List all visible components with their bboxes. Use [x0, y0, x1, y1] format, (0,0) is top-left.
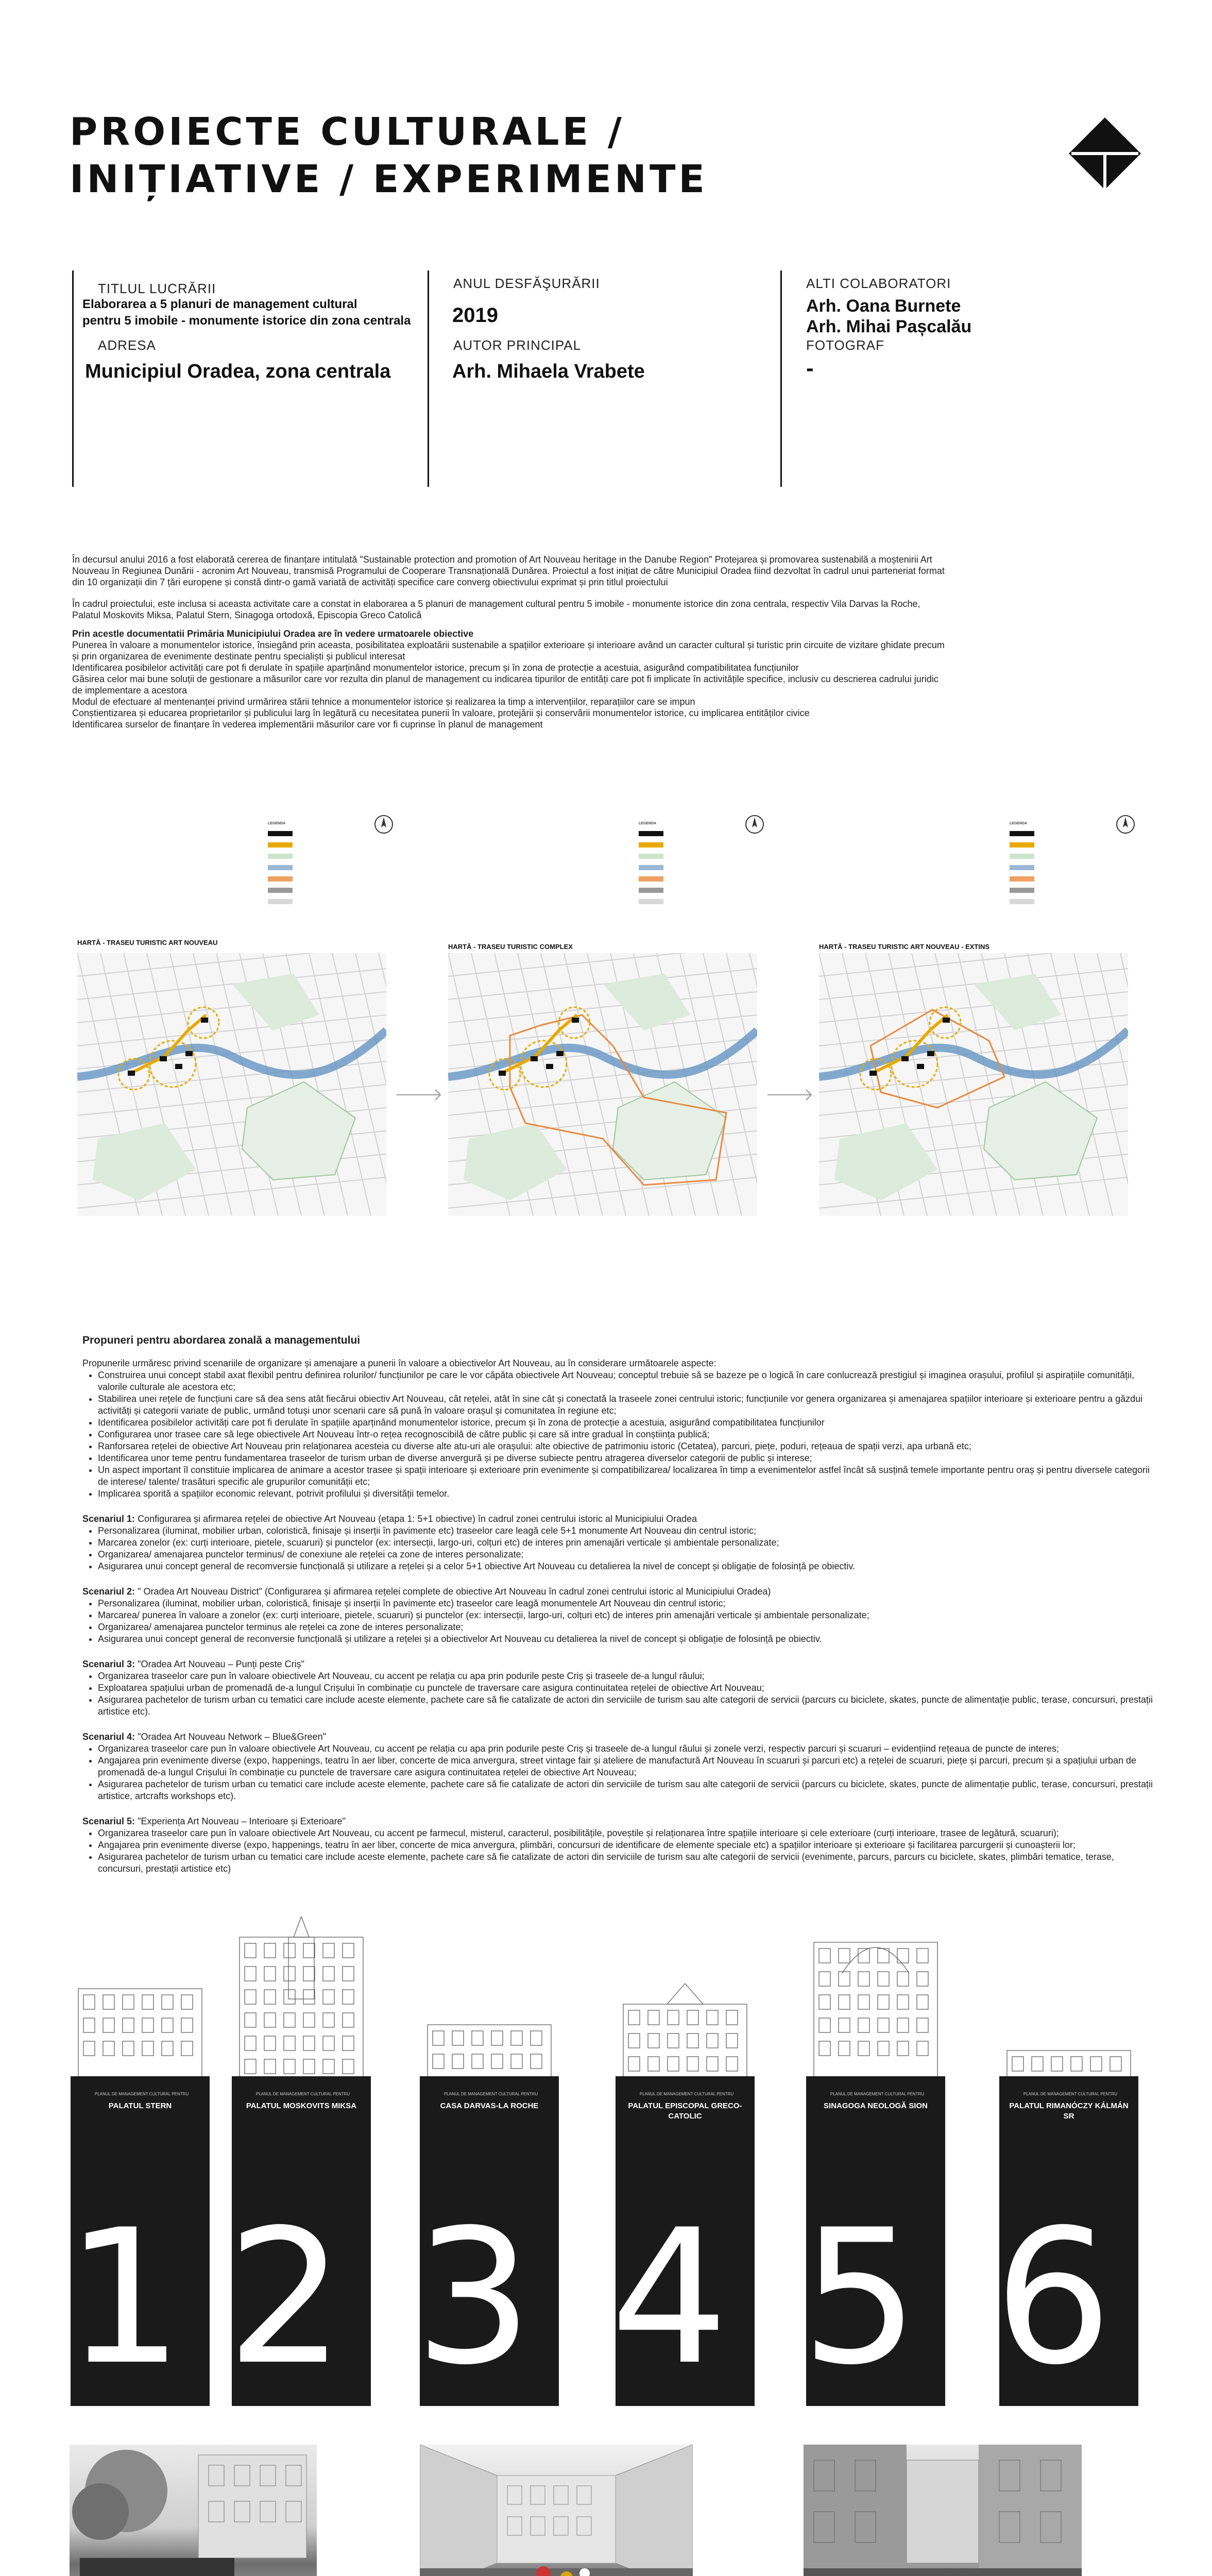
- scenario-label: Scenariul 1:: [82, 1514, 135, 1524]
- titlu-value: [82, 296, 411, 329]
- legend-row: [639, 852, 726, 860]
- an-label: ANUL DESFĂŞURĂRII: [453, 276, 600, 291]
- list-item: • Organizarea/ amenajarea punctelor terminus ale rețelei ca zone de interes personalizate;: [98, 1621, 1154, 1633]
- building-card: [994, 1917, 1138, 2406]
- building-name: SINAGOGA NEOLOGĂ SION: [824, 2102, 928, 2110]
- titlu-line-1: Elaborarea a 5 planuri de management cultural: [82, 297, 357, 311]
- list-item: • Organizarea traseelor care pun în valoare obiectivele Art Nouveau, cu accent pe farmecul, misterul, caracterul, posibilitățile, poveștile și relaționarea între spațiile interioare și cele exterioare (curți interioare, trasee de legătură, scuaruri);: [98, 1827, 1154, 1839]
- building-name: PALATUL RIMANÓCZY KÁLMÁN SR: [1009, 2102, 1129, 2121]
- proposals-intro: Propunerile urmăresc privind scenariile de organizare și amenajare a punerii în valoare a obiectivelor Art Nouveau, au în considerare următoarele aspecte:: [82, 1358, 716, 1368]
- an-value: 2019: [452, 304, 498, 327]
- building-number: 6: [994, 2190, 1113, 2405]
- building-number: 3: [415, 2190, 533, 2405]
- scenario-heading: [82, 1586, 1154, 1598]
- map-title: HARTĂ - TRASEU TURISTIC COMPLEX: [448, 943, 573, 951]
- building-card: [801, 1917, 945, 2406]
- colaborator-1: Arh. Oana Burnete: [806, 296, 961, 316]
- scenario-text: "Oradea Art Nouveau Network – Blue&Green": [138, 1732, 327, 1742]
- scenario-items: [82, 1670, 1154, 1718]
- legend-swatch: [268, 842, 293, 848]
- scenario-label: Scenariul 5:: [82, 1816, 135, 1826]
- legend-swatch: [639, 831, 663, 836]
- scenario: [82, 1816, 1154, 1875]
- list-item: • Organizarea/ amenajarea punctelor terminus/ de conexiune ale rețelei ca zone de interes personalizate;: [98, 1549, 1154, 1561]
- courtyard-photo-3-drawing: [804, 2445, 1082, 2576]
- proposals-heading: Propuneri pentru abordarea zonală a managementului: [82, 1334, 361, 1346]
- map-title: HARTĂ - TRASEU TURISTIC ART NOUVEAU: [77, 939, 218, 946]
- building-card: [227, 1917, 371, 2406]
- scenario-items: [82, 1743, 1154, 1802]
- legend-row: [1010, 875, 1097, 883]
- north-arrow-icon: [1115, 814, 1136, 835]
- scenario-label: Scenariul 3:: [82, 1659, 135, 1669]
- courtyard-photo-1: [70, 2445, 317, 2576]
- courtyard-photo-3: [804, 2445, 1082, 2576]
- list-item: • Organizarea traseelor care pun în valoare obiectivele Art Nouveau, cu accent pe relația cu apa prin podurile peste Criș și traseele de-a lungul râului;: [98, 1670, 1154, 1682]
- legend-swatch: [1010, 865, 1034, 870]
- building-subtitle: PLANUL DE MANAGEMENT CULTURAL PENTRU: [255, 2092, 350, 2096]
- legend-row: [268, 886, 355, 894]
- scenario: [82, 1586, 1154, 1645]
- scenario-text: "Experiența Art Nouveau – Interioare și Exterioare": [138, 1816, 346, 1826]
- building-subtitle: PLANUL DE MANAGEMENT CULTURAL PENTRU: [443, 2092, 538, 2096]
- north-arrow-icon: [373, 814, 394, 835]
- legend-row: [268, 875, 355, 883]
- arrow-right-icon: [767, 1087, 814, 1103]
- legend-swatch: [268, 831, 293, 836]
- legend-swatch: [1010, 842, 1034, 848]
- divider: [428, 270, 429, 487]
- legend-row: [268, 841, 355, 849]
- intro-objective: Conștientizarea și educarea proprietarilor și publicului larg în legătură cu necesitatea punerii în valoare, protejării și conservării monumentelor istorice, cu implicarea entităților civice: [72, 708, 810, 718]
- legend-swatch: [268, 888, 293, 893]
- scenario-heading: [82, 1816, 1154, 1827]
- legend-swatch: [639, 899, 663, 904]
- building-subtitle: PLANUL DE MANAGEMENT CULTURAL PENTRU: [639, 2092, 734, 2096]
- scenario-text: Configurarea și afirmarea rețelei de obiective Art Nouveau (etapa 1: 5+1 obiective) în cadrul zonei centrului istoric al Municipiului Oradea: [138, 1514, 697, 1524]
- list-item: • Organizarea traseelor care pun în valoare obiectivele Art Nouveau, cu accent pe relația cu apa prin podurile peste Criș și traseele de-a lungul râului și zonele verzi, respectiv parcuri și scuaruri – evidențiind rețeaua de puncte de interes;: [98, 1743, 1154, 1755]
- list-item: • Identificarea unor teme pentru fundamentarea traseelor de turism urban de diverse anvergură și pe diverse subiecte pentru atragerea diverselor categorii de public și interese;: [98, 1452, 1154, 1464]
- intro-text: [72, 554, 948, 730]
- building-subtitle: PLANUL DE MANAGEMENT CULTURAL PENTRU: [830, 2092, 925, 2096]
- colaborator-2: Arh. Mihai Pașcalău: [806, 317, 972, 336]
- autor-label: AUTOR PRINCIPAL: [453, 337, 582, 353]
- batra-diamond-logo-icon: [1069, 117, 1141, 190]
- legend-row: [268, 829, 355, 838]
- adresa-label: ADRESA: [98, 337, 156, 353]
- list-item: • Angajarea prin evenimente diverse (expo, happenings, teatru în aer liber, concerte de mica anvergura, plimbări, concursuri de identificare de elemente speciale etc) a spațiilor interioare și exterioare și facilitarea parcurgerii și cunoașterii lor;: [98, 1839, 1154, 1851]
- building-name: PALATUL EPISCOPAL GRECO-CATOLIC: [628, 2102, 742, 2121]
- legend-swatch: [639, 854, 663, 859]
- scenario-items: [82, 1598, 1154, 1645]
- north-arrow-icon: [744, 814, 765, 835]
- fotograf-value: -: [806, 355, 814, 381]
- list-item: • Angajarea prin evenimente diverse (expo, happenings, teatru în aer liber, concerte de mica anvergura, street vintage fair și ateliere de manufactură Art Nouveau în scuaruri și parcuri etc) a rețelei de scuaruri, piețe și parcuri, precum și a spațiului urban de promenadă de-a lungul Crișului în combinație cu punctele de traversare care asigura continuitatea rețelei de obiective Art Nouveau;: [98, 1755, 1154, 1778]
- legend-row: [268, 852, 355, 860]
- title-line-1: PROIECTE CULTURALE /: [70, 110, 625, 154]
- legend-swatch: [268, 876, 293, 882]
- list-item: • Implicarea sporită a spațiilor economic relevant, potrivit profilului și diversității temelor.: [98, 1488, 1154, 1500]
- legend-row: [1010, 829, 1097, 838]
- scenario-heading: [82, 1658, 1154, 1670]
- building-card: [65, 1917, 210, 2406]
- list-item: • Asigurarea unui concept general de recomversie funcțională și utilizare a rețelei și a celor 5+1 obiective Art Nouveau cu detalierea la nivel de concept și obligație de folosință pe obiectiv.: [98, 1561, 1154, 1572]
- building-subtitle: PLANUL DE MANAGEMENT CULTURAL PENTRU: [1023, 2092, 1118, 2096]
- legend-swatch: [639, 876, 663, 882]
- building-facade-drawing: [806, 1917, 945, 2081]
- intro-objective: Găsirea celor mai bune soluții de gestionare a măsurilor care vor rezulta din planul de management cu indicarea tipurilor de entități care pot fi implicate în activitățile specifice, inclusiv cu descrierea cadrului juridic de implementare a acestora: [72, 674, 938, 696]
- legend-title: LEGENDA: [1010, 822, 1028, 825]
- scenario-label: Scenariul 2:: [82, 1586, 135, 1597]
- titlu-line-2: pentru 5 imobile - monumente istorice din zona centrala: [82, 314, 411, 328]
- scenario: [82, 1731, 1154, 1802]
- list-item: • Identificarea posibilelor activități care pot fi derulate în spațiile aparținând monumentelor istorice, precum și în zona de protecție a acestuia, asigurând compatibilitatea funcțiunilor: [98, 1417, 1154, 1429]
- scenario-text: " Oradea Art Nouveau District" (Configurarea și afirmarea rețelei complete de obiective Art Nouveau în cadrul zonei centrului istoric al Municipiului Oradea): [138, 1586, 771, 1597]
- list-item: • Marcarea zonelor (ex: curți interioare, pietele, scuaruri) și punctelor (ex: intersecții, largo-uri, colțuri etc) de interes prin amenajări verticale și ambientale personalizate;: [98, 1537, 1154, 1549]
- legend-row: [639, 886, 726, 894]
- map-drawing: [77, 953, 386, 1216]
- legend-swatch: [268, 865, 293, 870]
- building-facade-drawing: [616, 1917, 755, 2081]
- legend-swatch: [1010, 888, 1034, 893]
- proposals-bullets: [82, 1369, 1154, 1500]
- list-item: • Exploatarea spațiului urban de promenadă de-a lungul Crișului în combinație cu punctele de traversare care asigura continuitatea rețelei de obiective Art Nouveau;: [98, 1682, 1154, 1694]
- divider: [72, 270, 74, 487]
- legend-row: [1010, 841, 1097, 849]
- building-facade-drawing: [71, 1917, 210, 2081]
- map-legend: [268, 822, 355, 909]
- legend-row: [639, 897, 726, 906]
- intro-objective: Punerea în valoare a monumentelor istorice, însiegând prin aceasta, posibilitatea exploatării sustenabile a spațiilor exterioare și interioare având un caracter cultural și turistic prin circuite de vizitare ghidate precum și prin organizarea de evenimente destinate pentru specialiști și publicul interesat: [72, 640, 945, 662]
- legend-swatch: [1010, 854, 1034, 859]
- courtyard-photo-1-drawing: [70, 2445, 317, 2576]
- list-item: • Ranforsarea rețelei de obiective Art Nouveau prin relaționarea acesteia cu diverse alte atu-uri ale orașului: alte obiective de patrimoniu istoric (Cetatea), parcuri, piețe, poduri, rețeaua de spații verzi, apa urbană etc;: [98, 1440, 1154, 1452]
- scenario-label: Scenariul 4:: [82, 1732, 135, 1742]
- map-title: HARTĂ - TRASEU TURISTIC ART NOUVEAU - EXTINS: [819, 943, 990, 951]
- legend-row: [639, 841, 726, 849]
- list-item: • Marcarea/ punerea în valoare a zonelor (ex: curți interioare, pietele, scuaruri) și punctelor (ex: intersecții, largo-uri, colțuri etc) de interes prin amenajări verticale și ambientale personalizate;: [98, 1609, 1154, 1621]
- scenario: [82, 1513, 1154, 1572]
- legend-swatch: [268, 854, 293, 859]
- list-item: • Asigurarea pachetelor de turism urban cu tematici care include aceste elemente, pachete care să fie catalizate de actori din serviciile de turism sau alte categorii de servicii (evenimente, parcurs, parcurs cu biciclete, skates, plimbări tematice, terase, concursuri, prestații artistice etc): [98, 1851, 1154, 1875]
- legend-row: [639, 829, 726, 838]
- page-title: [70, 108, 708, 203]
- autor-value: Arh. Mihaela Vrabete: [452, 361, 645, 382]
- arrow-right-icon: [397, 1087, 443, 1103]
- list-item: • Asigurarea unui concept general de reconversie funcțională și utilizare a rețelei și a obiectivelor Art Nouveau cu detalierea la nivel de concept și obligație de folosință pe obiectiv.: [98, 1633, 1154, 1645]
- intro-paragraph-2: În cadrul proiectului, este inclusa si aceasta activitate care a constat in elaborarea a 5 planuri de management cultural pentru 5 imobile - monumente istorice din zona centrala, respectiv Vila Darvas la Roche, Palatul Moskovits Miksa, Palatul Stern, Sinagoga ortodoxă, Episcopia Greco Catolică: [72, 599, 920, 620]
- building-card: [415, 1917, 559, 2406]
- building-card: [610, 1917, 755, 2406]
- divider: [780, 270, 782, 487]
- building-subtitle: PLANUL DE MANAGEMENT CULTURAL PENTRU: [94, 2092, 189, 2096]
- list-item: • Configurarea unor trasee care să lege obiectivele Art Nouveau într-o rețea recognoscibilă de către public și care să intre gradual în conștiința publică;: [98, 1429, 1154, 1440]
- intro-objective: Identificarea surselor de finanțare în vederea implementării măsurilor care vor fi cuprinse în planul de management: [72, 719, 543, 730]
- building-facade-drawing: [420, 1917, 559, 2081]
- building-number: 1: [65, 2190, 184, 2405]
- scenario: [82, 1658, 1154, 1718]
- scenario-text: "Oradea Art Nouveau – Punți peste Criș": [138, 1659, 305, 1669]
- legend-row: [639, 875, 726, 883]
- building-name: PALATUL MOSKOVITS MIKSA: [246, 2102, 357, 2110]
- building-facade-drawing: [232, 1917, 371, 2081]
- list-item: • Construirea unui concept stabil axat flexibil pentru definirea rolurilor/ funcțiunilor pe care le vor căpăta obiectivele Art Nouveau; conceptul trebuie să se bazeze pe o logică în care conlucrează prestigiul și imaginea orașului, profilul și aspirațiile comunității, valorile culturale ale acestora etc;: [98, 1369, 1154, 1393]
- map-drawing: [819, 953, 1128, 1216]
- legend-row: [1010, 886, 1097, 894]
- list-item: • Un aspect important îl constituie implicarea de animare a acestor trasee și spații interioare și exterioare prin evenimente și compatibilizarea/ localizarea în timp a evenimentelor astfel încât să susțină temele importante pentru oraș și pentru diversele categorii de interese/ talente/ trasături specific ale grupurilor comunității etc;: [98, 1464, 1154, 1488]
- building-number: 2: [227, 2190, 345, 2405]
- legend-swatch: [268, 899, 293, 904]
- legend-row: [1010, 897, 1097, 906]
- list-item: • Personalizarea (iluminat, mobilier urban, coloristică, finisaje și inserții în pavimente etc) traseelor care leagă cele 5+1 monumente Art Nouveau din centrul istoric;: [98, 1525, 1154, 1537]
- map-legend: [639, 822, 726, 909]
- building-name: PALATUL STERN: [108, 2102, 172, 2110]
- legend-row: [268, 897, 355, 906]
- proposals-section: [82, 1334, 1154, 1875]
- courtyard-photo-2-drawing: [420, 2445, 693, 2576]
- map-drawing: [448, 953, 757, 1216]
- legend-row: [268, 863, 355, 872]
- scenario-heading: [82, 1513, 1154, 1525]
- legend-row: [1010, 852, 1097, 860]
- legend-row: [1010, 863, 1097, 872]
- intro-objective: Identificarea posibilelor activități care pot fi derulate în spațiile aparținând monumentelor istorice, precum și în zona de protecție a acestuia, asigurând compatibilitatea funcțiunilor: [72, 663, 799, 673]
- building-number: 5: [801, 2190, 919, 2405]
- scenario-items: [82, 1827, 1154, 1875]
- legend-title: LEGENDA: [639, 822, 657, 825]
- legend-title: LEGENDA: [268, 822, 286, 825]
- legend-swatch: [1010, 899, 1034, 904]
- list-item: • Asigurarea pachetelor de turism urban cu tematici care include aceste elemente, pachete care să fie catalizate de actori din serviciile de turism sau alte categorii de servicii (parcurs cu biciclete, skates, puncte de alimentație public, terase, concursuri, prestații artistice etc).: [98, 1694, 1154, 1718]
- fotograf-label: FOTOGRAF: [806, 337, 884, 353]
- scenario-items: [82, 1525, 1154, 1572]
- title-line-2: INIȚIATIVE / EXPERIMENTE: [70, 157, 708, 201]
- intro-objectives-heading: Prin acestle documentatii Primăria Municipiului Oradea are în vedere urmatoarele obiective: [72, 629, 474, 639]
- list-item: • Stabilirea unei rețele de funcțiuni care să dea sens atât fiecărui obiectiv Art Nouveau, cât rețelei, atât în sine cât și conectată la traseele zonei centrului istoric; funcțiunile vor genera organizarea și amenajarea spațiilor interioare și exterioare pentru a găzdui activități și categorii variate de public, urmând totuși unor scenarii care să pună în valoare orașul și comunitatea în regiune etc;: [98, 1393, 1154, 1417]
- list-item: • Asigurarea pachetelor de turism urban cu tematici care include aceste elemente, pachete care să fie catalizate de actori din serviciile de turism sau alte categorii de servicii (parcurs cu biciclete, skates, puncte de alimentație public, terase, concursuri, prestații artistice, artcrafts workshops etc).: [98, 1778, 1154, 1802]
- legend-swatch: [1010, 831, 1034, 836]
- building-name: CASA DARVAS-LA ROCHE: [440, 2102, 539, 2110]
- map-legend: [1010, 822, 1097, 909]
- scenarios: [82, 1513, 1154, 1875]
- building-number: 4: [610, 2190, 729, 2405]
- courtyard-photo-2: [420, 2445, 693, 2576]
- legend-swatch: [639, 865, 663, 870]
- legend-swatch: [1010, 876, 1034, 882]
- legend-swatch: [639, 888, 663, 893]
- legend-swatch: [639, 842, 663, 848]
- titlu-label: TITLUL LUCRĂRII: [98, 281, 216, 296]
- building-facade-drawing: [999, 1917, 1138, 2081]
- colaboratori-label: ALTI COLABORATORI: [806, 276, 951, 291]
- list-item: • Personalizarea (iluminat, mobilier urban, coloristică, finisaje și inserții în pavimente etc) traseelor care leagă monumentele Art Nouveau din centrul istoric;: [98, 1598, 1154, 1609]
- scenario-heading: [82, 1731, 1154, 1743]
- adresa-value: Municipiul Oradea, zona centrala: [85, 361, 391, 382]
- intro-objective: Modul de efectuare al mentenanței privind urmărirea stării tehnice a monumentelor istorice și realizarea la timp a intervențiilor, reparațiilor care se impun: [72, 697, 695, 707]
- intro-paragraph-1: În decursul anului 2016 a fost elaborată cererea de finanțare intitulată "Sustainable protection and promotion of Art Nouveau heritage in the Danube Region" Protejarea și promovarea sustenabilă a moștenirii Art Nouveau în Regiunea Dunării - acronim Art Nouveau, transmisă Programului de Cooperare Transnațională Dunărea. Proiectul a fost inițiat de către Municipiul Oradea fiind dezvoltat în cadrul unui parteneriat format din 10 organizații din 7 țări europene și constă dintr-o gamă variată de activități specifice care converg obiectivului exprimat și prin titlul proiectului: [72, 554, 945, 587]
- legend-row: [639, 863, 726, 872]
